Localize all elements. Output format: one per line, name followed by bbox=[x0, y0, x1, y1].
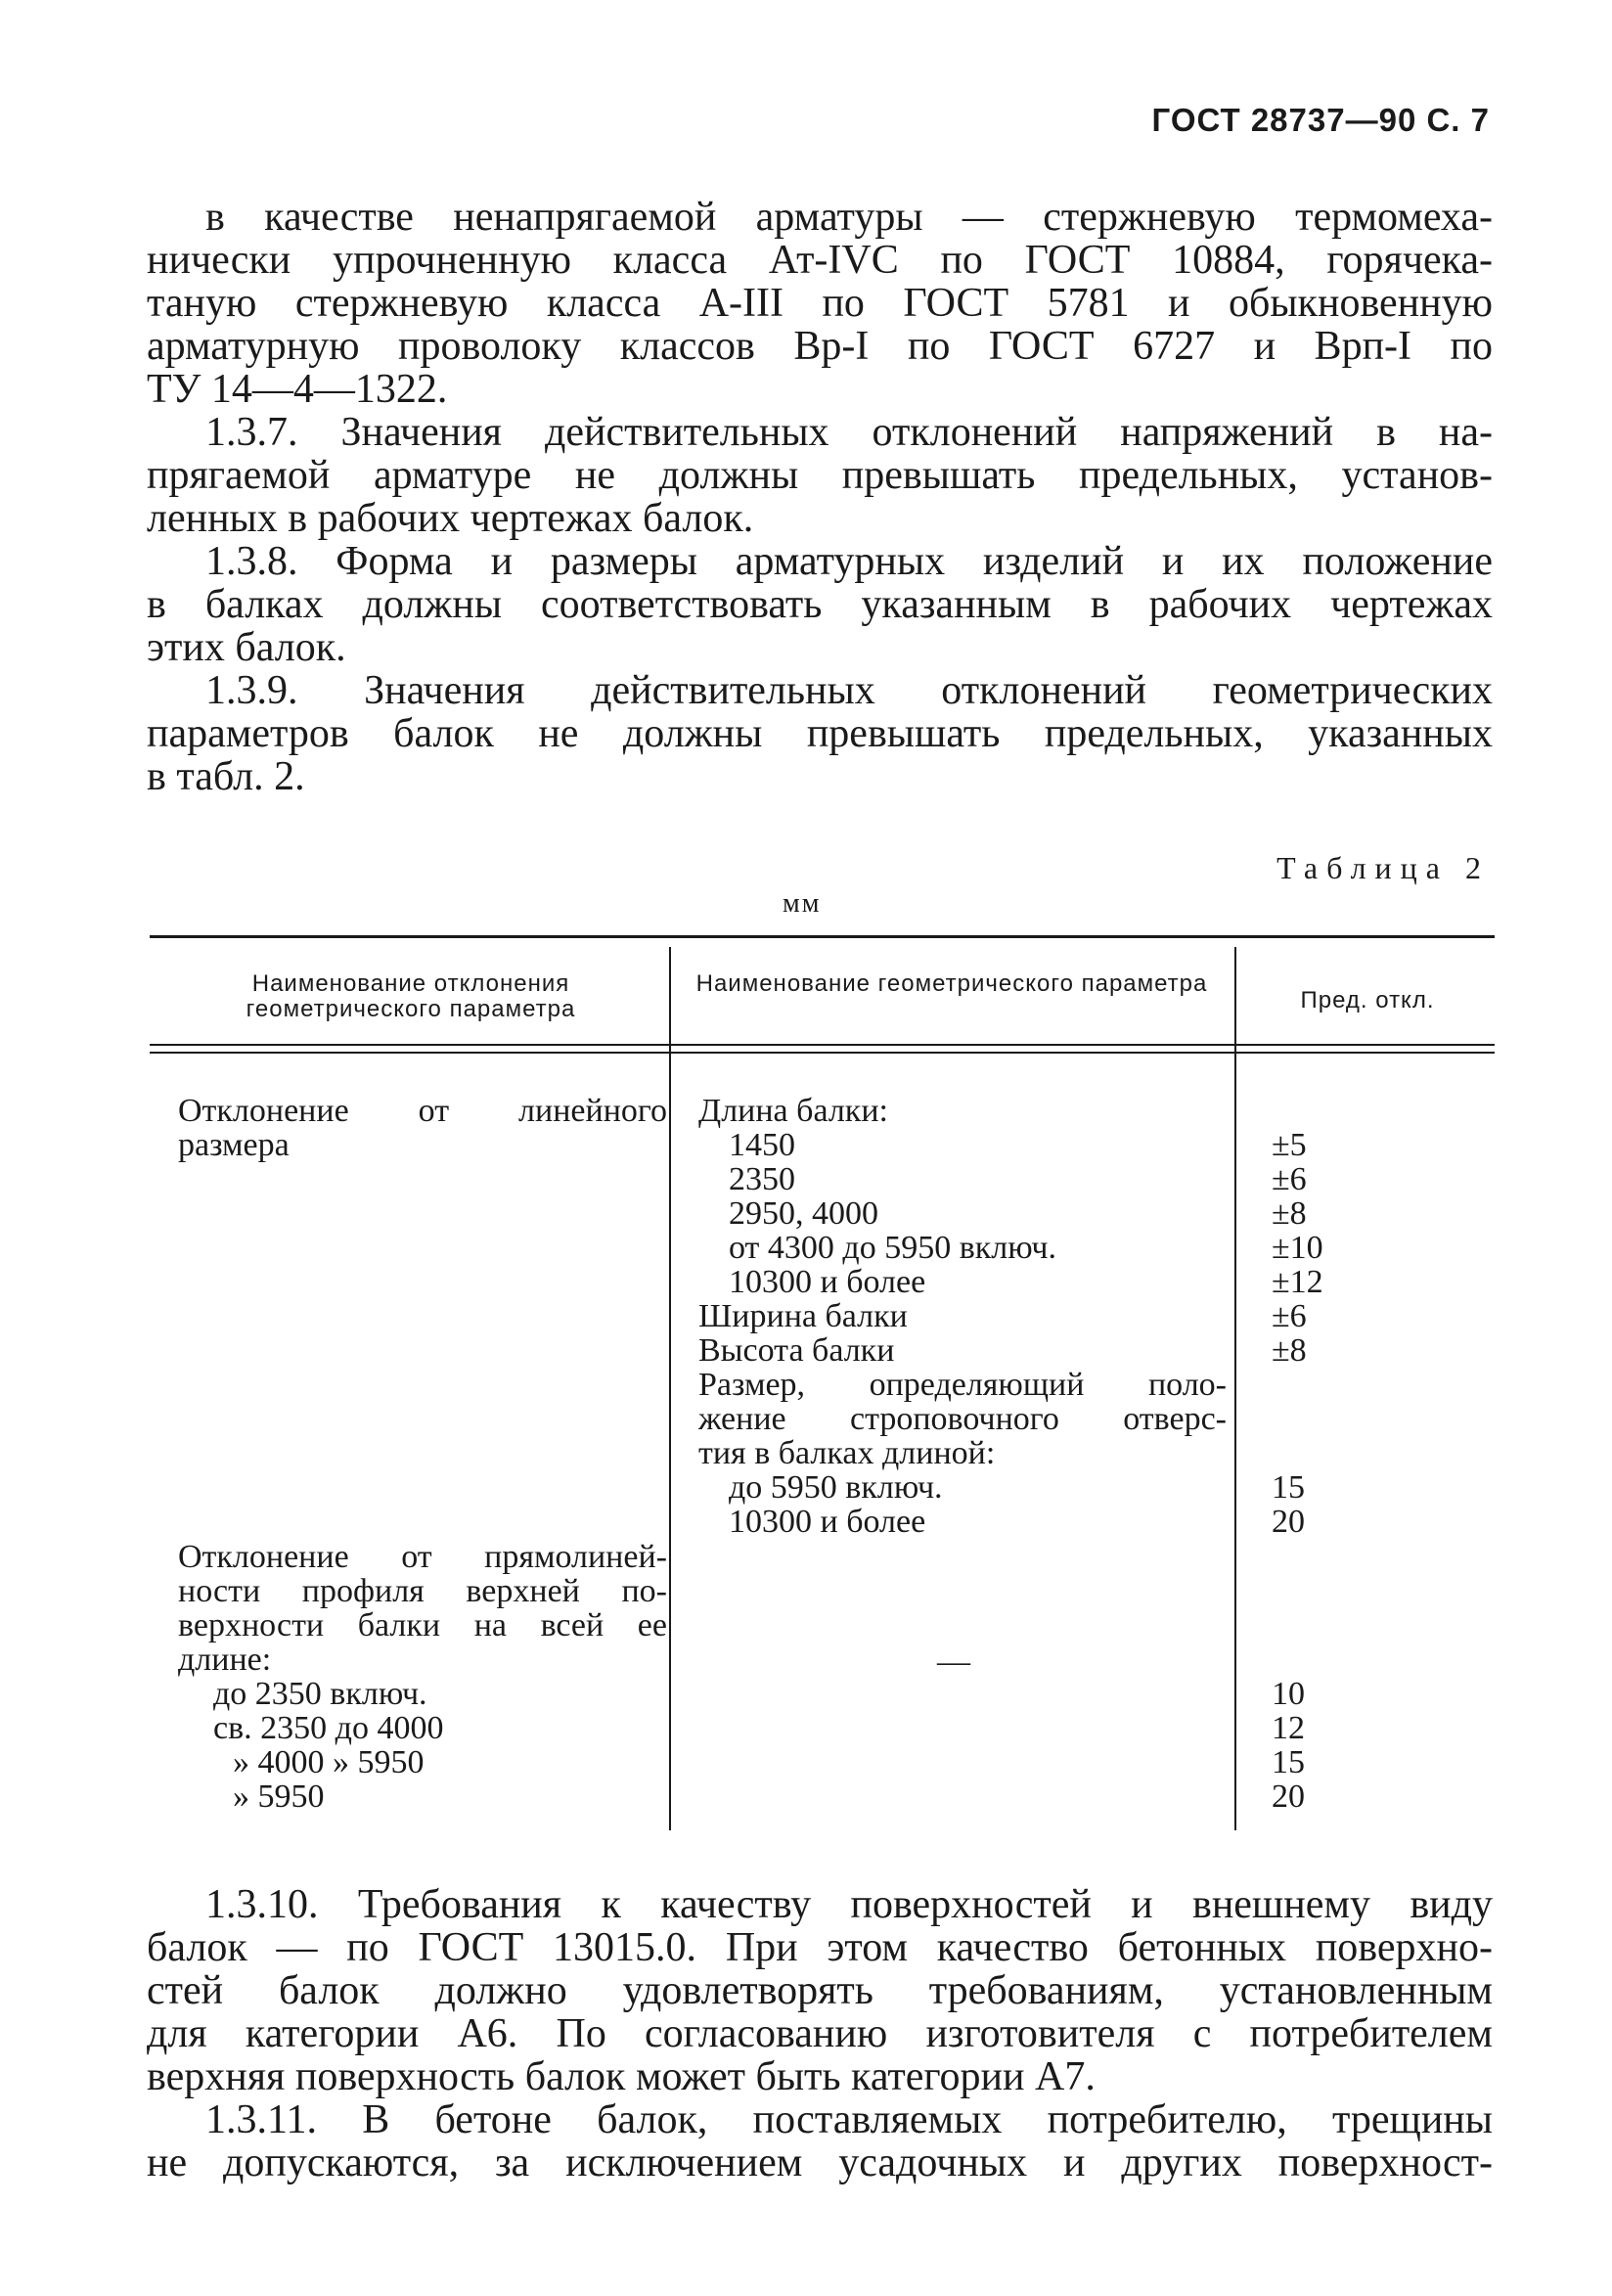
table-cell: 10300 и более bbox=[729, 1264, 926, 1300]
table-cell: » 4000 » 5950 bbox=[233, 1744, 425, 1780]
table-cell: 2950, 4000 bbox=[729, 1195, 878, 1232]
text-line: не допускаются, за исключением усадочных и других поверхност- bbox=[147, 2140, 1493, 2185]
text-line: ленных в рабочих чертежах балок. bbox=[147, 496, 754, 541]
table-cell: до 2350 включ. bbox=[213, 1676, 427, 1712]
table-cell: тия в балках длиной: bbox=[698, 1435, 996, 1471]
column-header-parameter: Наименование геометрического параметра bbox=[695, 970, 1208, 997]
text-line: арматурную проволоку классов Вр-I по ГОСТ 6727 и Врп-I по bbox=[147, 324, 1493, 369]
table-cell-dash: — bbox=[937, 1643, 970, 1680]
text-line: параметров балок не должны превышать предельных, указанных bbox=[147, 711, 1493, 756]
table-cell: 12 bbox=[1272, 1710, 1305, 1746]
table-column-divider bbox=[1234, 947, 1236, 1830]
table-cell: ±8 bbox=[1272, 1195, 1307, 1232]
text-line: этих балок. bbox=[147, 625, 346, 670]
table-caption: Таблица 2 bbox=[1276, 850, 1490, 885]
paragraph-1-3-10 bbox=[147, 1883, 1493, 2098]
table-cell: ±8 bbox=[1272, 1332, 1307, 1369]
table-cell: Отклонение от линейного bbox=[178, 1093, 667, 1129]
text-line: балок — по ГОСТ 13015.0. При этом качество бетонных поверхно- bbox=[147, 1925, 1493, 1970]
table-cell: размера bbox=[178, 1127, 290, 1163]
table-cell: длине: bbox=[178, 1642, 272, 1678]
table-cell: ±6 bbox=[1272, 1298, 1307, 1334]
table-cell: Ширина балки bbox=[698, 1298, 908, 1334]
column-header-deviation: Наименование отклонения геометрического параметра bbox=[246, 970, 576, 1022]
text-line: для категории А6. По согласованию изготовителя с потребителем bbox=[147, 2011, 1493, 2056]
table-cell: верхности балки на всей ее bbox=[178, 1607, 667, 1643]
table-cell: Высота балки bbox=[698, 1332, 895, 1369]
table-cell: жение строповочного отверс- bbox=[698, 1401, 1227, 1437]
paragraph-1-3-9 bbox=[147, 669, 1493, 798]
text-line: стей балок должно удовлетворять требованиям, установленным bbox=[147, 1968, 1493, 2013]
table-cell: 15 bbox=[1272, 1744, 1305, 1780]
paragraph-1-3-8 bbox=[147, 540, 1493, 669]
table-cell: 1450 bbox=[729, 1127, 795, 1163]
text-line: прягаемой арматуре не должны превышать предельных, установ- bbox=[147, 453, 1493, 498]
table-cell: до 5950 включ. bbox=[729, 1469, 943, 1506]
table-cell: 10 bbox=[1272, 1676, 1305, 1712]
table-column-divider bbox=[669, 947, 671, 1830]
table-cell: ±5 bbox=[1272, 1127, 1307, 1163]
table-header-rule bbox=[150, 1044, 1495, 1046]
text-line: 1.3.11. В бетоне балок, поставляемых потребителю, трещины bbox=[205, 2097, 1493, 2142]
table-cell: 2350 bbox=[729, 1161, 795, 1197]
table-cell: 10300 и более bbox=[729, 1504, 926, 1540]
table-cell: Размер, определяющий поло- bbox=[698, 1367, 1227, 1403]
table-cell: 20 bbox=[1272, 1778, 1305, 1815]
table-cell: ±10 bbox=[1272, 1230, 1323, 1266]
table-cell: от 4300 до 5950 включ. bbox=[729, 1230, 1056, 1266]
text-line: 1.3.7. Значения действительных отклонений напряжений в на- bbox=[205, 410, 1493, 455]
paragraph-1-3-11 bbox=[147, 2098, 1493, 2184]
table-cell: ности профиля верхней по- bbox=[178, 1573, 667, 1609]
table-cell: ±6 bbox=[1272, 1161, 1307, 1197]
table-header-rule bbox=[150, 1052, 1495, 1054]
table-top-rule bbox=[150, 935, 1495, 938]
text-line: 1.3.8. Форма и размеры арматурных изделий и их положение bbox=[205, 539, 1493, 584]
text-line: 1.3.10. Требования к качеству поверхностей и внешнему виду bbox=[205, 1882, 1493, 1927]
paragraph-1-3-7 bbox=[147, 411, 1493, 540]
table-cell: 15 bbox=[1272, 1469, 1305, 1506]
table-cell: Длина балки: bbox=[698, 1093, 888, 1129]
table-cell: » 5950 bbox=[233, 1778, 325, 1815]
table-cell: Отклонение от прямолиней- bbox=[178, 1539, 667, 1575]
table-cell: св. 2350 до 4000 bbox=[213, 1710, 444, 1746]
table-cell: ±12 bbox=[1272, 1264, 1323, 1300]
table-units: мм bbox=[783, 888, 822, 919]
column-header-tolerance: Пред. откл. bbox=[1300, 987, 1435, 1013]
text-line: в табл. 2. bbox=[147, 754, 305, 799]
text-line: в качестве ненапрягаемой арматуры — стержневую термомеха- bbox=[205, 195, 1493, 240]
page-header: ГОСТ 28737—90 С. 7 bbox=[1151, 102, 1490, 138]
text-line: в балках должны соответствовать указанным в рабочих чертежах bbox=[147, 582, 1493, 627]
text-line: таную стержневую класса А-III по ГОСТ 5781 и обыкновенную bbox=[147, 281, 1493, 326]
table-cell: 20 bbox=[1272, 1504, 1305, 1540]
text-line: 1.3.9. Значения действительных отклонений геометрических bbox=[205, 668, 1493, 713]
text-line: ТУ 14—4—1322. bbox=[147, 367, 448, 412]
text-line: нически упрочненную класса Ат-IVС по ГОСТ 10884, горячека- bbox=[147, 238, 1493, 283]
text-line: верхняя поверхность балок может быть категории А7. bbox=[147, 2054, 1096, 2099]
paragraph-reinforcement bbox=[147, 196, 1493, 411]
